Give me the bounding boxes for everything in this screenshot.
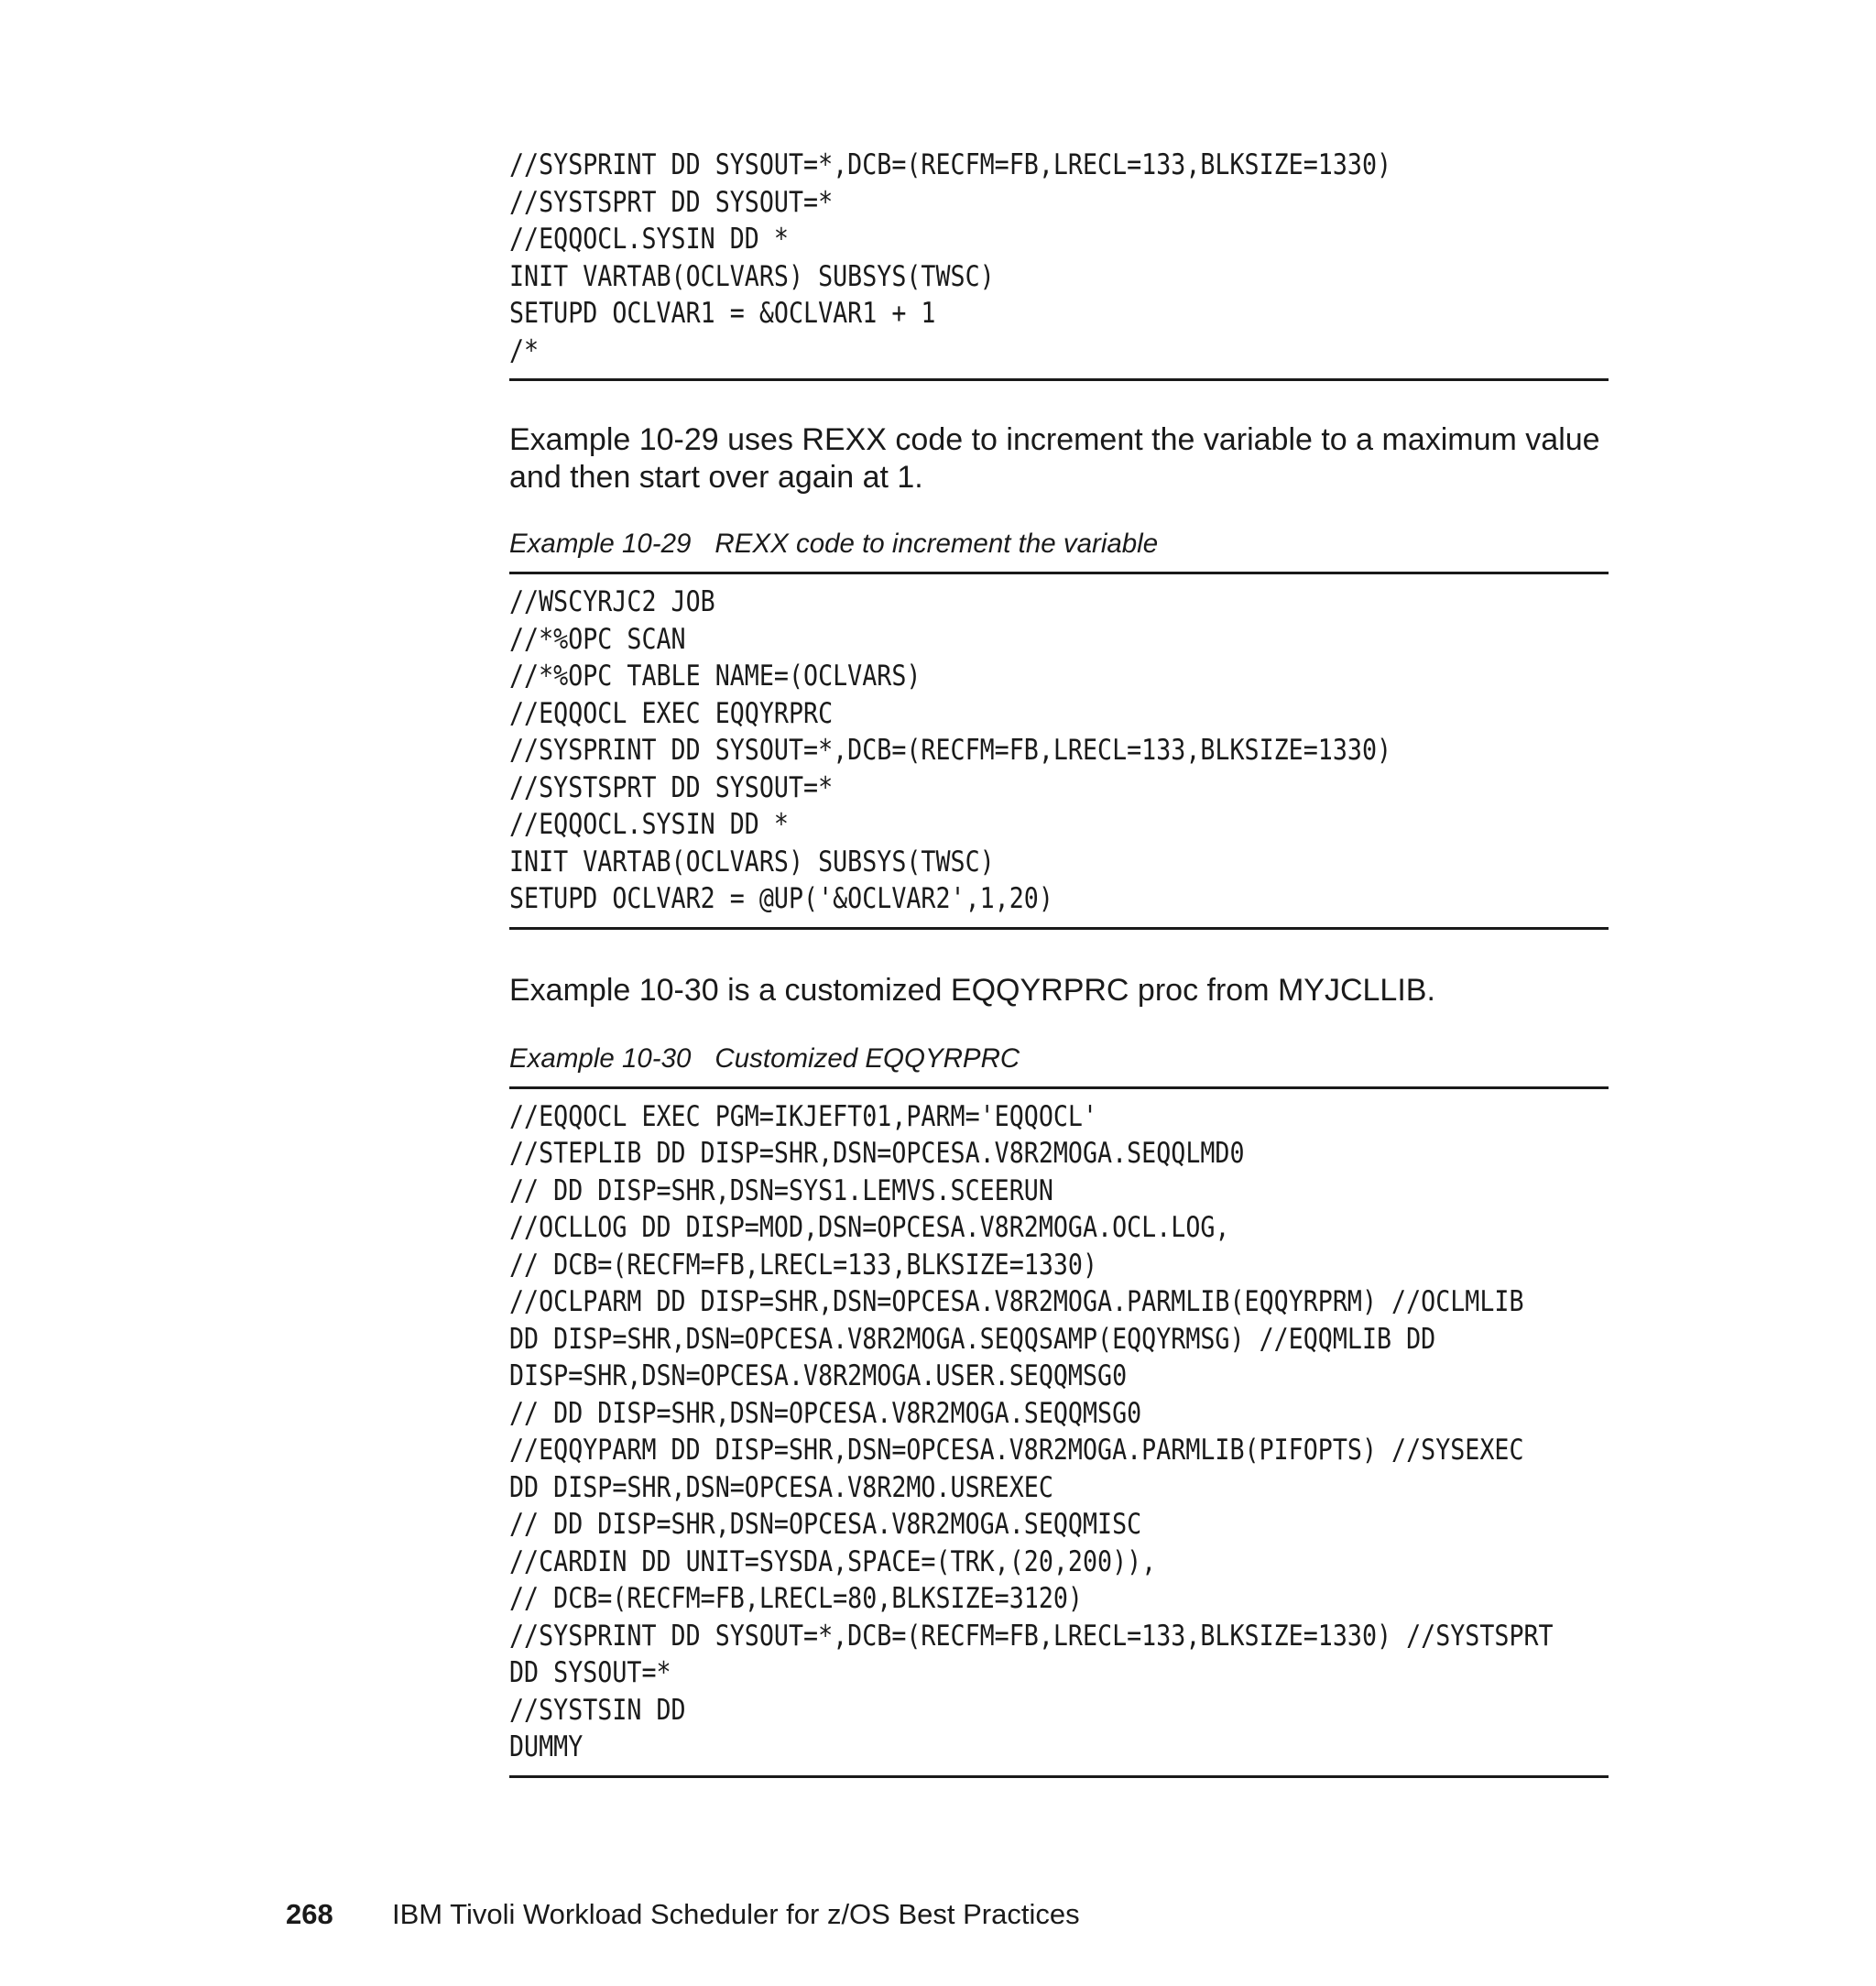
code-line: //SYSTSPRT DD SYSOUT=*	[509, 770, 834, 804]
code-line: DISP=SHR,DSN=OPCESA.V8R2MOGA.USER.SEQQMSG0	[509, 1359, 1128, 1392]
code-block-3-top-rule	[509, 1086, 1609, 1089]
code-line: //OCLLOG DD DISP=MOD,DSN=OPCESA.V8R2MOGA.OCL.LOG,	[509, 1211, 1230, 1244]
code-line: //EQQOCL EXEC EQQYRPRC	[509, 696, 834, 730]
code-line: DD SYSOUT=*	[509, 1656, 671, 1689]
code-line: //OCLPARM DD DISP=SHR,DSN=OPCESA.V8R2MOGA.PARMLIB(EQQYRPRM) //OCLMLIB	[509, 1285, 1524, 1318]
code-line: //EQQOCL EXEC PGM=IKJEFT01,PARM='EQQOCL'	[509, 1099, 1098, 1133]
code-line: SETUPD OCLVAR1 = &OCLVAR1 + 1	[509, 297, 936, 330]
code-block-2-bottom-rule	[509, 927, 1609, 930]
footer-book-title: IBM Tivoli Workload Scheduler for z/OS Best Practices	[392, 1898, 1080, 1930]
code-line: //SYSPRINT DD SYSOUT=*,DCB=(RECFM=FB,LRECL=133,BLKSIZE=1330)	[509, 148, 1392, 181]
code-line: //EQQYPARM DD DISP=SHR,DSN=OPCESA.V8R2MOGA.PARMLIB(PIFOPTS) //SYSEXEC	[509, 1434, 1524, 1467]
code-line: // DCB=(RECFM=FB,LRECL=80,BLKSIZE=3120)	[509, 1582, 1083, 1615]
code-line: DD DISP=SHR,DSN=OPCESA.V8R2MO.USREXEC	[509, 1470, 1053, 1504]
example-10-29-caption	[509, 528, 1609, 561]
code-line: //SYSTSPRT DD SYSOUT=*	[509, 185, 834, 219]
code-line: SETUPD OCLVAR2 = @UP('&OCLVAR2',1,20)	[509, 882, 1053, 915]
code-block-3	[509, 1098, 1554, 1766]
code-line: //WSCYRJC2 JOB	[509, 585, 715, 618]
code-line: //EQQOCL.SYSIN DD *	[509, 223, 789, 256]
code-line: //*%OPC SCAN	[509, 622, 686, 656]
code-line: //SYSTSIN DD	[509, 1693, 686, 1727]
code-block-2	[509, 584, 1455, 918]
code-line: DUMMY	[509, 1730, 584, 1763]
code-line: /*	[509, 333, 540, 367]
code-line: //STEPLIB DD DISP=SHR,DSN=OPCESA.V8R2MOGA.SEQQLMD0	[509, 1137, 1245, 1170]
code-line: //*%OPC TABLE NAME=(OCLVARS)	[509, 660, 922, 693]
code-line: // DCB=(RECFM=FB,LRECL=133,BLKSIZE=1330)	[509, 1248, 1098, 1282]
page-footer	[286, 1896, 1080, 1933]
code-line: INIT VARTAB(OCLVARS) SUBSYS(TWSC)	[509, 845, 995, 878]
paragraph-1: Example 10-29 uses REXX code to increment the variable to a maximum value and then start over again at 1.	[509, 422, 1600, 495]
code-block-1	[509, 147, 1455, 369]
example-10-30-title: Customized EQQYRPRC	[714, 1042, 1020, 1074]
page-content	[509, 147, 1609, 1778]
example-10-29-number: Example 10-29	[509, 529, 692, 559]
example-10-30-caption	[509, 1042, 1609, 1075]
code-block-1-bottom-rule	[509, 378, 1609, 381]
code-line: // DD DISP=SHR,DSN=OPCESA.V8R2MOGA.SEQQMSG0	[509, 1396, 1142, 1430]
example-10-29-title: REXX code to increment the variable	[714, 529, 1159, 559]
code-block-3-bottom-rule	[509, 1775, 1609, 1778]
code-line: //CARDIN DD UNIT=SYSDA,SPACE=(TRK,(20,200)),	[509, 1544, 1157, 1578]
code-line: INIT VARTAB(OCLVARS) SUBSYS(TWSC)	[509, 259, 995, 293]
code-line: //EQQOCL.SYSIN DD *	[509, 808, 789, 841]
code-line: DD DISP=SHR,DSN=OPCESA.V8R2MOGA.SEQQSAMP(EQQYRMSG) //EQQMLIB DD	[509, 1322, 1436, 1356]
example-10-30-number: Example 10-30	[509, 1042, 692, 1074]
code-line: //SYSPRINT DD SYSOUT=*,DCB=(RECFM=FB,LRECL=133,BLKSIZE=1330) //SYSTSPRT	[509, 1619, 1554, 1653]
code-block-2-top-rule	[509, 572, 1609, 574]
code-line: // DD DISP=SHR,DSN=OPCESA.V8R2MOGA.SEQQMISC	[509, 1508, 1142, 1541]
code-line: //SYSPRINT DD SYSOUT=*,DCB=(RECFM=FB,LRECL=133,BLKSIZE=1330)	[509, 734, 1392, 767]
code-line: // DD DISP=SHR,DSN=SYS1.LEMVS.SCEERUN	[509, 1173, 1053, 1207]
page-number: 268	[286, 1898, 333, 1930]
paragraph-2: Example 10-30 is a customized EQQYRPRC proc from MYJCLLIB.	[509, 972, 1435, 1008]
